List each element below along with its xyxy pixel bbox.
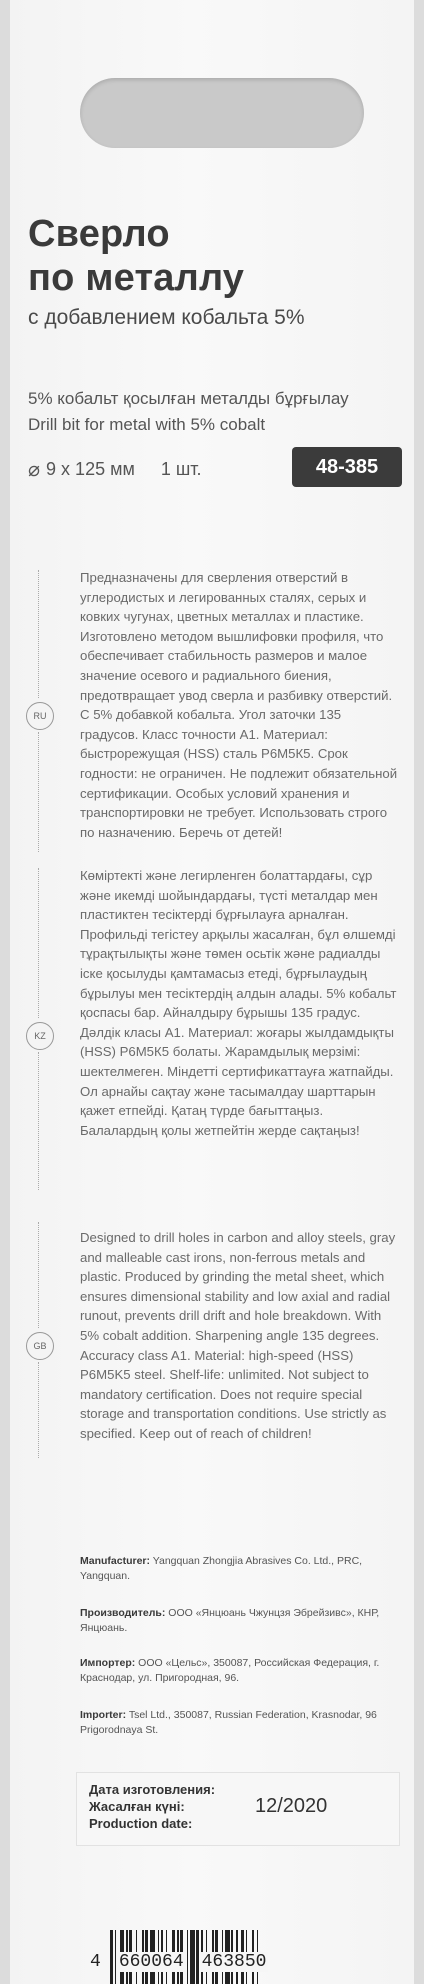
manufacturer-en <box>80 1554 406 1584</box>
divider-line <box>38 1362 40 1458</box>
info-value: ООО «Янцюань Чжунцзя Эбрейзивс», КНР, Янцюань. <box>80 1607 380 1634</box>
alt-name-en: Drill bit for metal with 5% cobalt <box>28 415 266 434</box>
lang-badge-kz: KZ <box>26 1022 54 1050</box>
divider-line <box>38 1052 40 1190</box>
article-number-badge: 48-385 <box>292 447 402 487</box>
spec-quantity: 1 шт. <box>160 459 202 479</box>
info-value: Tsel Ltd., 350087, Russian Federation, Krasnodar, 96 Prigorodnaya St. <box>80 1709 377 1736</box>
info-value: ООО «Цельс», 350087, Российская Федерация, г. Краснодар, ул. Пригородная, 96. <box>80 1657 380 1684</box>
product-subtitle: с добавлением кобальта 5% <box>28 306 305 329</box>
description-ru: Предназначены для сверления отверстий в углеродистых и легированных сталях, серых и ковких чугунах, цветных металлах и пластике. Изготовлено методом вышлифовки профиля, что обеспечивает стабильность размеров и малое значение осевого и радиального биения, предотвращает увод сверла и разбивку отверстий. С 5% добавкой кобальта. Угол заточки 135 градусов. Класс точности А1. Материал: быстрорежущая (HSS) сталь Р6М5К5. Срок годности: не ограничен. Не подлежит обязательной сертификации. Особых условий хранения и транспортировки не требует. Использовать строго по назначению. Беречь от детей! <box>80 570 398 840</box>
barcode-digit-group: 463850 <box>201 1952 267 1972</box>
production-date-labels <box>89 1781 215 1832</box>
label-ru: Дата изготовления: <box>89 1782 216 1797</box>
barcode-digits <box>88 1952 418 1972</box>
info-label: Manufacturer: <box>80 1555 151 1567</box>
production-date-value: 12/2020 <box>255 1795 328 1817</box>
alt-names <box>28 386 349 438</box>
production-date-box <box>76 1772 400 1846</box>
title-line-1: Сверло <box>28 213 170 255</box>
importer-ru <box>80 1656 406 1686</box>
alt-name-kz: 5% кобальт қосылған металды бұрғылау <box>28 389 349 408</box>
manufacturer-ru <box>80 1606 406 1636</box>
importer-en <box>80 1708 406 1738</box>
label-kz: Жасалған күні: <box>89 1799 185 1814</box>
description-en: Designed to drill holes in carbon and alloy steels, gray and malleable cast irons, non-ferrous metals and plastic. Produced by grinding the metal sheet, which ensures dimensional stability and low axial and radial runout, prevents drill drift and hole breakdown. With 5% cobalt addition. Sharpening angle 135 degrees. Accuracy class A1. Material: high-speed (HSS) P6M5K5 steel. Shelf-life: unlimited. Not subject to mandatory certification. Does not require special storage and transportation conditions. Use strictly as specified. Keep out of reach of children! <box>80 1230 396 1441</box>
label-en: Production date: <box>89 1816 193 1831</box>
divider-line <box>38 1222 40 1328</box>
spec-size: 9 x 125 мм <box>46 459 135 479</box>
divider-line <box>38 868 40 1018</box>
info-value: Yangquan Zhongjia Abrasives Co. Ltd., PRC, Yangquan. <box>80 1555 363 1582</box>
divider-line <box>38 570 40 698</box>
product-title <box>28 212 244 300</box>
diameter-icon: ⌀ <box>28 459 41 481</box>
divider-line <box>38 732 40 852</box>
barcode-digit-group: 660064 <box>118 1952 184 1972</box>
barcode-digit-group: 4 <box>90 1952 101 1972</box>
lang-badge-gb: GB <box>26 1332 54 1360</box>
info-label: Производитель: <box>80 1607 166 1619</box>
title-line-2: по металлу <box>28 257 245 299</box>
packaging-card <box>10 0 414 1984</box>
lang-badge-ru: RU <box>26 702 54 730</box>
description-kz: Көміртекті және легирленген болаттардағы, сұр және икемді шойындардағы, түсті металдар мен пластиктен тесіктерді бұрғылауға арналған. Профильді тегістеу арқылы жасалған, бұл өлшемді тұрақтылықты және төмен осьтік және радиалды іске қосылуды қамтамасыз етеді, бұрғылаудың бұрылуы мен тесіктердің алдын алады. 5% кобальт қоспасы бар. Айналдыру бұрышы 135 градус. Дәлдік класы А1. Материал: жоғары жылдамдықты (HSS) Р6М5К5 болаты. Жарамдылық мерзімі: шектелмеген. Міндетті сертификаттауға жатпайды. Ол арнайы сақтау және тасымалдау шарттарын қажет етпейді. Қатаң түрде бағыттаңыз. Балалардың қолы жетпейтін жерде сақтаңыз! <box>80 868 397 1138</box>
hang-hole <box>80 78 364 148</box>
info-label: Импортер: <box>80 1657 136 1669</box>
spec-line <box>28 457 202 482</box>
info-label: Importer: <box>80 1709 127 1721</box>
